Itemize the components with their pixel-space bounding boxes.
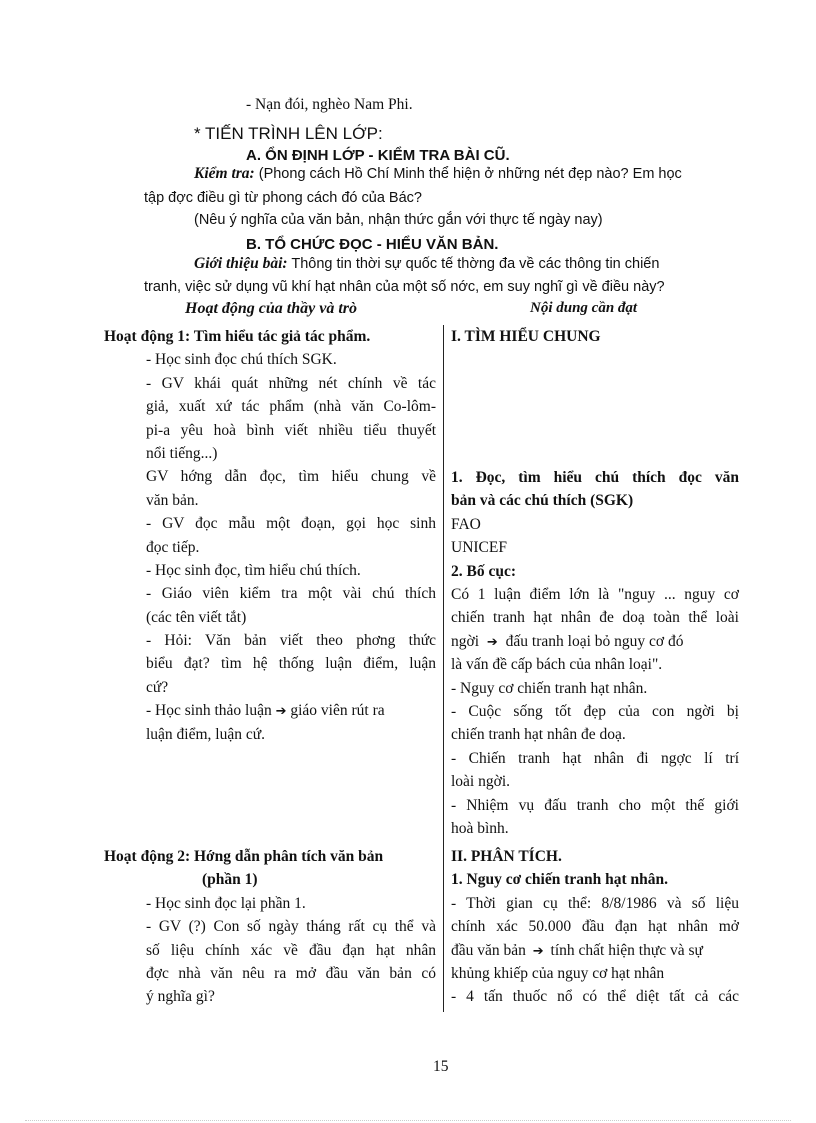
list-item: ý nghĩa gì?	[146, 988, 215, 1006]
list-item: - Thời gian cụ thể: 8/8/1986 và số liệu	[451, 894, 739, 912]
list-item: khủng khiếp của nguy cơ hạt nhân	[451, 964, 665, 982]
list-item: - Cuộc sống tốt đẹp của con ngời bị	[451, 703, 739, 720]
kiem-tra-text-1: (Phong cách Hồ Chí Minh thể hiện ở những nét đẹp nào? Em học	[254, 166, 682, 182]
gioi-thieu-text-1: Thông tin thời sự quốc tế thờng đa về các thông tin chiến	[287, 256, 660, 272]
gioi-thieu-label: Giới thiệu bài:	[194, 255, 288, 272]
text: tính chất hiện thực và sự	[550, 941, 703, 959]
list-item: - Học sinh đọc, tìm hiểu chú thích.	[146, 561, 361, 579]
discussion-text: - Học sinh thảo luận	[146, 702, 272, 720]
right-column-block-2	[451, 845, 739, 1009]
left-column-block-1	[104, 325, 436, 746]
list-item: số liệu chính xác về đầu đạn hạt nhân	[146, 941, 436, 959]
column-divider	[443, 325, 444, 1012]
kiem-tra-label: Kiểm tra:	[194, 165, 255, 182]
list-item: - Chiến tranh hạt nhân đi ngợc lí trí	[451, 750, 739, 767]
list-item: - GV đọc mẫu một đoạn, gọi học sinh	[146, 515, 436, 533]
list-item: giả, xuất xứ tác phẩm (nhà văn Co-lôm-	[146, 398, 436, 416]
text: đầu văn bản	[451, 941, 526, 959]
list-item: chính xác 50.000 đầu đạn hạt nhân mở	[451, 918, 739, 936]
section-a-heading: A. ỔN ĐỊNH LỚP - KIỂM TRA BÀI CŨ.	[246, 147, 510, 164]
list-item: UNICEF	[451, 539, 507, 556]
list-item	[104, 699, 436, 722]
kiem-tra-line-1	[194, 162, 740, 186]
list-item: bản và các chú thích (SGK)	[451, 492, 634, 509]
section-b-heading: B. TỔ CHỨC ĐỌC - HIỂU VĂN BẢN.	[246, 236, 499, 253]
list-item: là vấn đề cấp bách của nhân loại".	[451, 656, 663, 673]
table-header-left: Hoạt động của thầy và trò	[185, 300, 358, 317]
list-item: - GV (?) Con số ngày tháng rất cụ thể và	[146, 918, 436, 936]
section-ii-heading: II. PHÂN TÍCH.	[451, 848, 562, 865]
list-item: 2. Bố cục:	[451, 563, 517, 580]
list-item: GV hớng dẫn đọc, tìm hiểu chung về	[146, 468, 436, 486]
list-item: 1. Đọc, tìm hiểu chú thích đọc văn	[451, 469, 739, 486]
gioi-thieu-line-1	[194, 252, 740, 276]
text: ngời	[451, 633, 480, 650]
list-item: - Học sinh đọc chú thích SGK.	[146, 351, 337, 369]
kiem-tra-line-2: tập đợc điều gì từ phong cách đó của Bác?	[144, 190, 422, 206]
activity-2-heading: Hoạt động 2: Hớng dẫn phân tích văn bản	[104, 848, 384, 865]
bullet-hunger: - Nạn đói, nghèo Nam Phi.	[246, 96, 413, 113]
list-item: (các tên viết tắt)	[146, 608, 247, 626]
arrow-right-icon: ➔	[532, 943, 544, 959]
section-ii-subheading: 1. Nguy cơ chiến tranh hạt nhân.	[451, 871, 669, 889]
list-item: - Hỏi: Văn bản viết theo phơng thức	[146, 632, 436, 650]
kiem-tra-line-3: (Nêu ý nghĩa của văn bản, nhận thức gắn với thực tế ngày nay)	[194, 212, 603, 228]
page-number: 15	[433, 1058, 449, 1075]
list-item: - 4 tấn thuốc nổ có thể diệt tất cả các	[451, 988, 739, 1006]
list-item: luận điểm, luận cứ.	[146, 725, 266, 743]
list-item: chiến tranh hạt nhân đe doạ toàn thể loài	[451, 609, 739, 626]
list-item: loài ngời.	[451, 773, 510, 790]
list-item: Có 1 luận điểm lớn là "nguy ... nguy cơ	[451, 586, 739, 603]
list-item	[451, 630, 739, 653]
list-item: cứ?	[146, 678, 169, 696]
activity-1-heading: Hoạt động 1: Tìm hiểu tác giả tác phẩm.	[104, 328, 371, 345]
list-item: FAO	[451, 516, 481, 533]
page-edge-divider	[25, 1120, 791, 1121]
list-item: chiến tranh hạt nhân đe doạ.	[451, 726, 626, 743]
text: đấu tranh loại bỏ nguy cơ đó	[505, 633, 684, 650]
tien-trinh-heading: * TIẾN TRÌNH LÊN LỚP:	[194, 124, 383, 143]
arrow-right-icon: ➔	[486, 635, 498, 650]
list-item: pi-a yêu hoà bình viết nhiều tiểu thuyết	[146, 421, 436, 439]
list-item: - Học sinh đọc lại phần 1.	[146, 894, 306, 912]
gioi-thieu-line-2: tranh, việc sử dụng vũ khí hạt nhân của một số nớc, em suy nghĩ gì về điều này?	[144, 279, 665, 295]
list-item: hoà bình.	[451, 820, 509, 837]
discussion-tail: giáo viên rút ra	[290, 702, 385, 720]
list-item: - GV khái quát những nét chính về tác	[146, 374, 436, 392]
list-item: đọc tiếp.	[146, 538, 200, 556]
section-i-heading: I. TÌM HIỂU CHUNG	[451, 328, 601, 345]
left-column-block-2	[104, 845, 436, 1009]
arrow-right-icon: ➔	[275, 704, 287, 720]
list-item: nổi tiếng...)	[146, 444, 218, 462]
list-item: đợc nhà văn nêu ra mở đầu văn bản có	[146, 964, 436, 982]
list-item: - Giáo viên kiểm tra một vài chú thích	[146, 585, 436, 603]
list-item: - Nguy cơ chiến tranh hạt nhân.	[451, 680, 648, 697]
activity-2-subheading: (phần 1)	[202, 871, 258, 889]
list-item	[451, 939, 739, 962]
list-item: - Nhiệm vụ đấu tranh cho một thế giới	[451, 797, 739, 814]
list-item: văn bản.	[146, 491, 199, 509]
list-item: biểu đạt? tìm hệ thống luận điểm, luận	[146, 655, 436, 673]
table-header-right: Nội dung cần đạt	[530, 300, 638, 316]
